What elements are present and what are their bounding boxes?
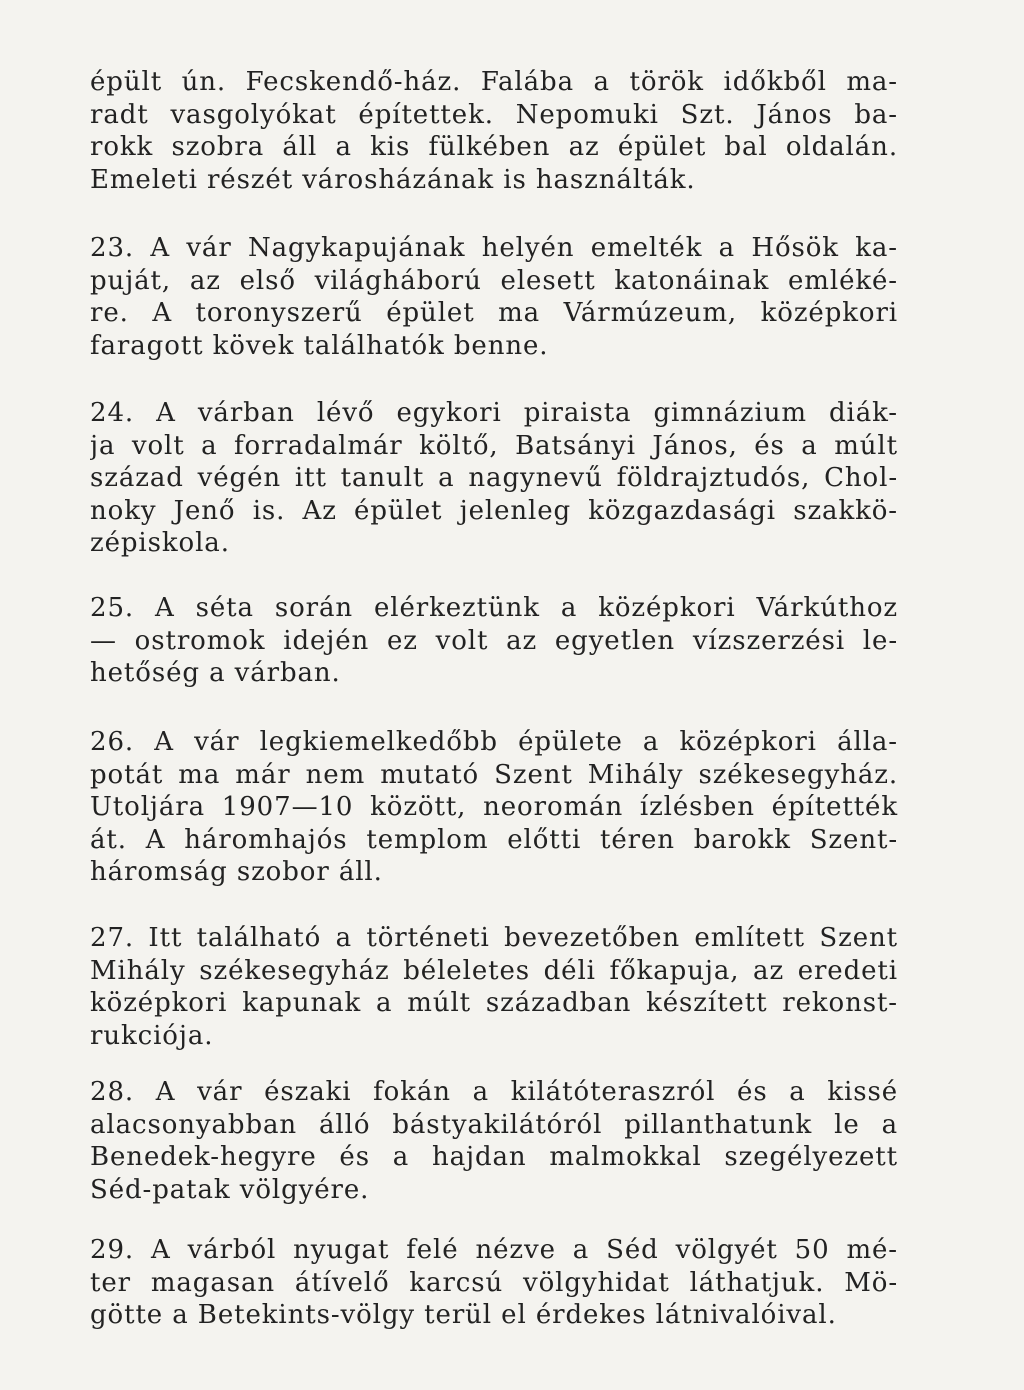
paragraph-27 xyxy=(90,922,898,1052)
text-line: rokk szobra áll a kis fülkében az épület bal oldalán. xyxy=(90,132,898,162)
text-line: faragott kövek találhatók benne. xyxy=(90,330,549,361)
text-line: götte a Betekints-völgy terül el érdekes látnivalóival. xyxy=(90,1300,837,1330)
text-line: Emeleti részét városházának is használták. xyxy=(90,164,696,195)
text-line: 24. A várban lévő egykori piraista gimnázium diák- xyxy=(90,398,898,428)
text-line: radt vasgolyókat építettek. Nepomuki Szt. János ba- xyxy=(90,99,898,130)
text-line: re. A toronyszerű épület ma Vármúzeum, középkori xyxy=(90,298,898,328)
text-line: Mihály székesegyház béleletes déli főkapuja, az eredeti xyxy=(90,955,898,986)
text-line: háromság szobor áll. xyxy=(90,857,383,887)
text-line: középkori kapunak a múlt században készített rekonst- xyxy=(90,988,898,1018)
text-line: 25. A séta során elérkeztünk a középkori Várkúthoz xyxy=(90,593,898,623)
text-line: noky Jenő is. Az épület jelenleg közgazdasági szakkö- xyxy=(90,495,898,526)
text-line: — ostromok idején ez volt az egyetlen vízszerzési le- xyxy=(90,625,898,656)
paragraph-26 xyxy=(90,726,898,889)
paragraph-29 xyxy=(90,1234,898,1332)
text-line: Séd-patak völgyére. xyxy=(90,1174,370,1205)
text-line: puját, az első világháború elesett katonáinak emléké- xyxy=(90,265,898,296)
paragraph-continued xyxy=(90,66,898,196)
paragraph-23 xyxy=(90,232,898,362)
paragraph-25 xyxy=(90,592,898,690)
text-line: épült ún. Fecskendő-ház. Falába a török időkből ma- xyxy=(90,67,898,97)
text-line: század végén itt tanult a nagynevű földrajztudós, Chol- xyxy=(90,463,898,493)
text-line: Utoljára 1907—10 között, neoromán ízlésben építették xyxy=(90,792,898,822)
text-line: alacsonyabban álló bástyakilátóról pillanthatunk le a xyxy=(90,1109,898,1140)
text-line: át. A háromhajós templom előtti téren barokk Szent- xyxy=(90,824,898,855)
text-line: rukciója. xyxy=(90,1020,214,1051)
text-line: potát ma már nem mutató Szent Mihály székesegyház. xyxy=(90,759,898,790)
text-line: 27. Itt található a történeti bevezetőben említett Szent xyxy=(90,923,898,953)
text-line: 28. A vár északi fokán a kilátóteraszról és a kissé xyxy=(90,1077,898,1107)
text-line: hetőség a várban. xyxy=(90,658,341,688)
text-line: 23. A vár Nagykapujának helyén emelték a Hősök ka- xyxy=(90,233,898,263)
text-line: 29. A várból nyugat felé nézve a Séd völgyét 50 mé- xyxy=(90,1235,898,1265)
text-line: zépiskola. xyxy=(90,528,230,558)
text-line: 26. A vár legkiemelkedőbb épülete a középkori álla- xyxy=(90,727,898,757)
paragraph-24 xyxy=(90,397,898,560)
text-line: Benedek-hegyre és a hajdan malmokkal szegélyezett xyxy=(90,1142,898,1172)
text-line: ter magasan átívelő karcsú völgyhidat láthatjuk. Mö- xyxy=(90,1267,898,1298)
text-line: ja volt a forradalmár költő, Batsányi János, és a múlt xyxy=(90,430,898,461)
paragraph-28 xyxy=(90,1076,898,1206)
